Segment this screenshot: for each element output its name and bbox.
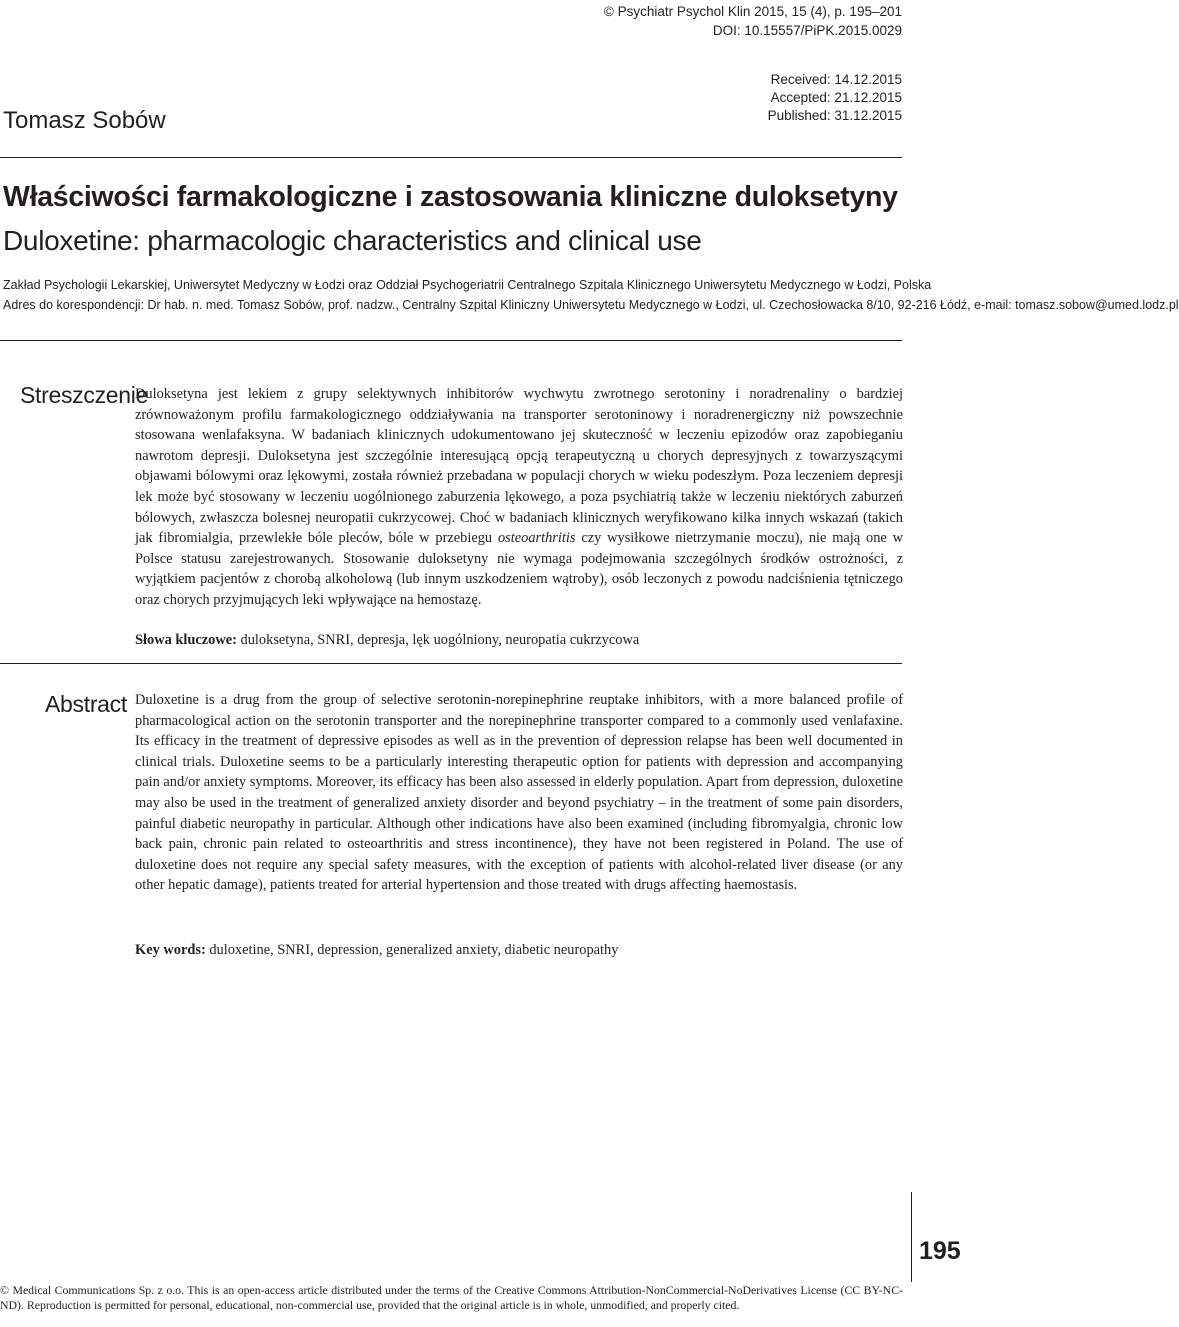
accepted-date: Accepted: 21.12.2015 bbox=[770, 90, 902, 105]
keywords-label: Key words: bbox=[135, 942, 206, 958]
received-date: Received: 14.12.2015 bbox=[770, 72, 902, 87]
abstract-heading: Abstract bbox=[45, 691, 127, 717]
streszczenie-heading: Streszczenie bbox=[20, 382, 149, 408]
page-number-rule bbox=[911, 1192, 912, 1282]
published-date: Published: 31.12.2015 bbox=[767, 108, 902, 123]
keywords-list: duloxetine, SNRI, depression, generalized anxiety, diabetic neuropathy bbox=[205, 942, 619, 958]
correspondence-address: Adres do korespondencji: Dr hab. n. med. Tomasz Sobów, prof. nadzw., Centralny Szpital Kliniczny Uniwersytetu Medycznego w Łodzi, ul. Czechosłowacka 8/10, 92-216 Łódź, e-mail: tomasz.sobow@umed.lodz.pl bbox=[3, 298, 1179, 312]
keywords-english bbox=[135, 940, 903, 961]
streszczenie-italic-term: osteoarthritis bbox=[497, 530, 576, 547]
streszczenie-text-part: czy wysiłkowe nietrzymanie moczu), nie mają one w Polsce statusu zarejestrowanych. Stosowanie duloksetyny nie wymaga podejmowania szczególnych środków ostrożności, z wyjątkiem pacjentów z chorobą alkoholową (lub innym uszkodzeniem wątroby), osób leczonych z powodu nadciśnienia tętniczego oraz chorych przyjmujących leki wpływające na hemostazę. bbox=[135, 530, 904, 608]
publication-dates bbox=[768, 71, 902, 125]
streszczenie-text bbox=[135, 384, 903, 611]
page-number: 195 bbox=[919, 1237, 961, 1265]
license-notice: © Medical Communications Sp. z o.o. This is an open-access article distributed under the terms of the Creative Commons Attribution-NonCommercial-NoDerivatives License (CC BY-NC-ND). Reproduction is permitted for personal, educational, non-commercial use, provided that the original article is in whole, unmodified, and properly cited. bbox=[0, 1283, 903, 1312]
citation-block bbox=[604, 2, 902, 40]
author-name: Tomasz Sobów bbox=[3, 107, 166, 134]
divider bbox=[0, 157, 902, 158]
journal-citation: © Psychiatr Psychol Klin 2015, 15 (4), p. 195–201 bbox=[603, 4, 902, 19]
divider bbox=[0, 340, 902, 341]
title-english: Duloxetine: pharmacologic characteristics and clinical use bbox=[3, 225, 702, 256]
affiliation-block bbox=[3, 275, 1179, 315]
keywords-list: duloksetyna, SNRI, depresja, lęk uogólniony, neuropatia cukrzycowa bbox=[236, 632, 640, 648]
divider bbox=[0, 663, 902, 664]
streszczenie-text-part: Duloksetyna jest lekiem z grupy selektywnych inhibitorów wychwytu zwrotnego serotoniny i noradrenaliny o bardziej zrównoważonym profilu farmakologicznego oddziaływania na transporter serotoninowy i noradrenergiczny niż powszechnie stosowana wenlafaksyna. W badaniach klinicznych udokumentowano jej skuteczność w leczeniu epizodów oraz zapobieganiu nawrotom depresji. Duloksetyna jest szczególnie interesującą opcją terapeutyczną u chorych depresyjnych z towarzyszącymi objawami bólowymi oraz lękowymi, została również przebadana w populacji chorych w wieku podeszłym. Poza leczeniem depresji lek może być stosowany w leczeniu uogólnionego zaburzenia lękowego, a poza psychiatrią także w leczeniu niektórych zaburzeń bólowych, zwłaszcza bolesnej neuropatii cukrzycowej. Choć w badaniach klinicznych weryfikowano kilka innych wskazań (takich jak fibromialgia, przewlekłe bóle pleców, bóle w przebiegu bbox=[135, 386, 903, 547]
abstract-text: Duloxetine is a drug from the group of selective serotonin-norepinephrine reuptake inhibitors, with a more balanced profile of pharmacological action on the serotonin transporter and the norepinephrine transporter compared to a commonly used venlafaxine. Its efficacy in the treatment of depressive episodes as well as in the prevention of depression relapse has been well documented in clinical trials. Duloxetine seems to be a particularly interesting therapeutic option for patients with depression and accompanying pain and/or anxiety symptoms. Moreover, its efficacy has been also assessed in elderly population. Apart from depression, duloxetine may also be used in the treatment of generalized anxiety disorder and beyond psychiatry – in the treatment of some pain disorders, painful diabetic neuropathy in particular. Although other indications have also been examined (including fibromyalgia, chronic low back pain, chronic pain related to osteoarthritis and stress incontinence), they have not been registered in Poland. The use of duloxetine does not require any special safety measures, with the exception of patients with alcohol-related liver disease (or any other hepatic damage), patients treated for arterial hypertension and those treated with drugs affecting haemostasis. bbox=[135, 692, 903, 894]
doi: DOI: 10.15557/PiPK.2015.0029 bbox=[712, 23, 902, 38]
keywords-polish bbox=[135, 630, 903, 651]
affiliation: Zakład Psychologii Lekarskiej, Uniwersytet Medyczny w Łodzi oraz Oddział Psychogeriatrii Centralnego Szpitala Klinicznego Uniwersytetu Medycznego w Łodzi, Polska bbox=[3, 278, 932, 292]
keywords-label: Słowa kluczowe: bbox=[135, 632, 237, 648]
title-polish: Właściwości farmakologiczne i zastosowania kliniczne duloksetyny bbox=[3, 181, 898, 213]
